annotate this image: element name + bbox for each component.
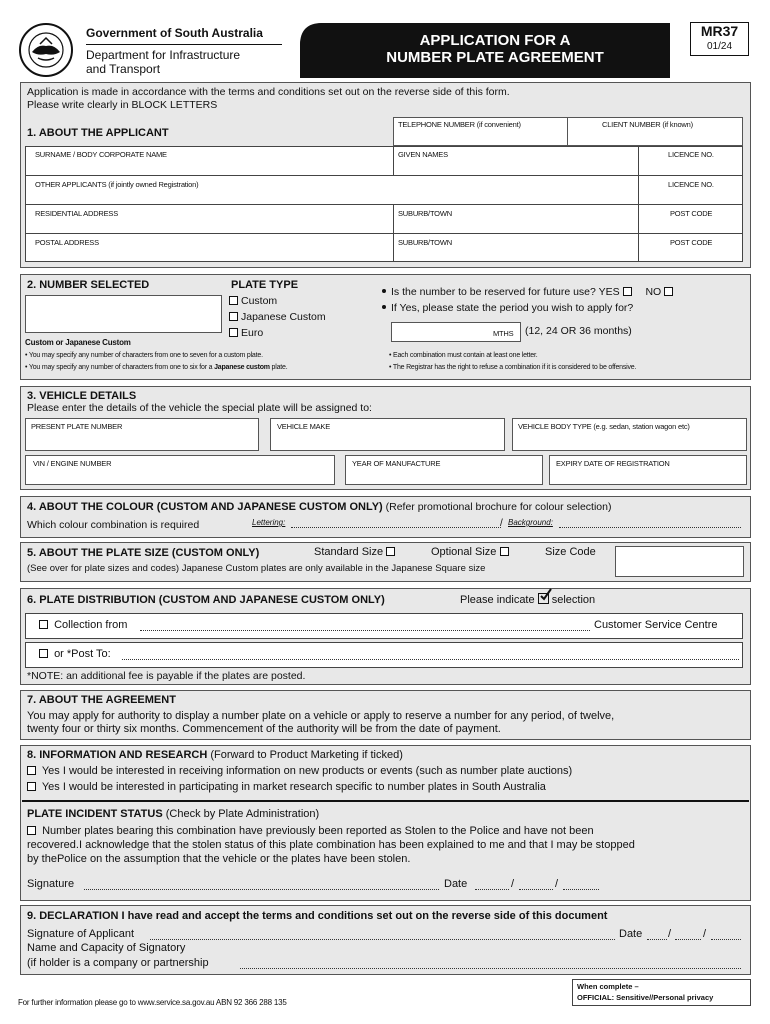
licence-no-label: LICENCE NO. — [668, 150, 714, 159]
section8-heading — [27, 749, 403, 761]
post-input[interactable] — [122, 659, 739, 660]
indicate-text: Please indicate — [460, 594, 535, 606]
standard-size-option[interactable] — [314, 546, 398, 558]
footer-info: For further information please go to www.service.sa.gov.au ABN 92 366 288 135 — [18, 998, 287, 1007]
japanese-custom-label: Japanese Custom — [241, 311, 326, 323]
plate-note-2-post: plate. — [269, 364, 288, 371]
incident-signature-input[interactable] — [84, 889, 439, 890]
plate-type-heading: PLATE TYPE — [231, 279, 299, 291]
intro-line2: Please write clearly in BLOCK LETTERS — [27, 99, 218, 111]
no-checkbox[interactable] — [664, 287, 673, 296]
declaration-date-year[interactable] — [711, 939, 741, 940]
postal-postcode-label: POST CODE — [670, 238, 713, 247]
form-version: 01/24 — [706, 41, 733, 52]
background-input[interactable] — [559, 527, 741, 528]
optional-size-checkbox[interactable] — [500, 547, 509, 556]
post-checkbox[interactable] — [39, 649, 48, 658]
plate-type-euro[interactable] — [229, 327, 263, 339]
applicant-signature-label: Signature of Applicant — [27, 928, 135, 940]
incident-date-label: Date — [444, 878, 468, 890]
incident-line1-text: Number plates bearing this combination have previously been reported as Stolen to the Police and have not been — [42, 825, 594, 837]
section2-heading: 2. NUMBER SELECTED — [27, 279, 150, 291]
government-logo — [18, 22, 74, 78]
lettering-input[interactable] — [291, 527, 501, 528]
postcode-label: POST CODE — [670, 209, 713, 218]
form-title-line2: NUMBER PLATE AGREEMENT — [386, 49, 604, 66]
research-option-2[interactable] — [27, 781, 546, 793]
optional-size-option[interactable] — [431, 546, 512, 558]
plate-note-2-bold: Japanese custom — [214, 364, 270, 371]
plate-note-2: • You may specify any number of characters from one to six for a Japanese custom plate. — [25, 364, 288, 371]
market-research-label: Yes I would be interested in participating in market research specific to number plates in South Australia — [41, 781, 546, 793]
incident-heading — [27, 808, 319, 820]
department-line2: and Transport — [86, 62, 161, 76]
incident-line3: by thePolice on the assumption that the vehicle or the plates have been stolen. — [27, 853, 411, 865]
plate-type-custom[interactable] — [229, 295, 277, 307]
section8-heading-bold: 8. INFORMATION AND RESEARCH — [27, 749, 208, 761]
period-question — [382, 302, 633, 314]
research-option-1[interactable] — [27, 765, 572, 777]
section5-note: (See over for plate sizes and codes) Japanese Custom plates are only available in the Japanese Square size — [27, 563, 486, 574]
stolen-acknowledge-checkbox[interactable] — [27, 826, 36, 835]
vin-label: VIN / ENGINE NUMBER — [33, 459, 112, 468]
collection-input[interactable] — [140, 630, 590, 631]
incident-line2: recovered.I acknowledge that the stolen status of this plate combination has been explained to me and that I may be stopped — [27, 839, 635, 851]
collection-label: Collection from — [54, 619, 128, 631]
post-row — [25, 642, 743, 668]
incident-date-month[interactable] — [519, 889, 553, 890]
section1-heading: 1. ABOUT THE APPLICANT — [27, 127, 169, 139]
form-title-line1: APPLICATION FOR A — [419, 32, 571, 49]
date-slash: / — [703, 928, 707, 940]
plate-note-4: • The Registrar has the right to refuse a combination if it is considered to be offensive. — [389, 364, 637, 371]
number-selected-field[interactable] — [25, 295, 222, 333]
bullet-icon — [382, 305, 386, 309]
future-use-text: Is the number to be reserved for future use? YES — [391, 286, 620, 298]
surname-label: SURNAME / BODY CORPORATE NAME — [35, 150, 167, 159]
plate-note-3: • Each combination must contain at least one letter. — [389, 352, 538, 359]
size-code-label: Size Code — [545, 546, 596, 558]
custom-note-heading: Custom or Japanese Custom — [25, 338, 131, 347]
period-text: If Yes, please state the period you wish to apply for? — [391, 302, 634, 314]
optional-size-label: Optional Size — [431, 546, 497, 558]
classification-label: OFFICIAL: Sensitive//Personal privacy — [577, 993, 714, 1002]
collection-checkbox[interactable] — [39, 620, 48, 629]
incident-heading-bold: PLATE INCIDENT STATUS — [27, 808, 163, 820]
market-research-checkbox[interactable] — [27, 782, 36, 791]
incident-date-year[interactable] — [563, 889, 599, 890]
section3-heading: 3. VEHICLE DETAILS — [27, 390, 137, 402]
declaration-date-month[interactable] — [675, 939, 701, 940]
licence-no-label-2: LICENCE NO. — [668, 180, 714, 189]
residential-address-label: RESIDENTIAL ADDRESS — [35, 209, 119, 218]
section6-instruction — [460, 593, 595, 606]
months-options: (12, 24 OR 36 months) — [525, 325, 632, 337]
postage-note: *NOTE: an additional fee is payable if the plates are posted. — [27, 670, 306, 682]
euro-checkbox[interactable] — [229, 328, 238, 337]
colour-question: Which colour combination is required — [27, 519, 200, 531]
intro-line1: Application is made in accordance with the terms and conditions set out on the reverse side of this form. — [27, 86, 510, 98]
plate-note-4-text: The Registrar has the right to refuse a combination if it is considered to be offensive. — [392, 364, 637, 371]
section7-line2: twenty four or thirty six months. Commencement of the authority will be from the date of payment. — [27, 723, 501, 735]
section8-heading-note: (Forward to Product Marketing if ticked) — [207, 749, 403, 761]
postal-address-label: POSTAL ADDRESS — [35, 238, 99, 247]
post-label: or *Post To: — [54, 648, 111, 660]
date-slash: / — [668, 928, 672, 940]
section7-heading: 7. ABOUT THE AGREEMENT — [27, 694, 176, 706]
plate-note-1-text: You may specify any number of characters from one to seven for a custom plate. — [28, 352, 263, 359]
plate-note-2-pre: You may specify any number of characters from one to six for a — [28, 364, 215, 371]
section4-heading-bold: 4. ABOUT THE COLOUR (CUSTOM AND JAPANESE CUSTOM ONLY) — [27, 501, 383, 513]
post-option[interactable] — [39, 648, 111, 660]
customer-service-label: Customer Service Centre — [594, 619, 718, 631]
declaration-date-label: Date — [619, 928, 643, 940]
bullet-icon — [382, 289, 386, 293]
incident-heading-note: (Check by Plate Administration) — [162, 808, 320, 820]
applicant-signature-input[interactable] — [150, 939, 615, 940]
section6-heading: 6. PLATE DISTRIBUTION (CUSTOM AND JAPANESE CUSTOM ONLY) — [27, 594, 385, 606]
client-number-label: CLIENT NUMBER (if known) — [602, 120, 693, 129]
section4-heading — [27, 501, 611, 513]
custom-checkbox[interactable] — [229, 296, 238, 305]
signatory-name-label: Name and Capacity of Signatory — [27, 942, 186, 954]
no-label: NO — [645, 286, 662, 298]
section5-heading: 5. ABOUT THE PLATE SIZE (CUSTOM ONLY) — [27, 547, 260, 559]
section9-heading: 9. DECLARATION I have read and accept the terms and conditions set out on the reverse side of this document — [27, 910, 608, 922]
other-applicants-label: OTHER APPLICANTS (if jointly owned Registration) — [35, 180, 199, 189]
section3-instruction: Please enter the details of the vehicle the special plate will be assigned to: — [27, 402, 372, 414]
signatory-name-input[interactable] — [240, 968, 741, 969]
vehicle-make-label: VEHICLE MAKE — [277, 422, 331, 431]
japanese-custom-checkbox[interactable] — [229, 312, 238, 321]
plate-type-japanese[interactable] — [229, 311, 326, 323]
incident-line1[interactable] — [27, 825, 594, 837]
plate-note-1: • You may specify any number of characters from one to seven for a custom plate. — [25, 352, 263, 359]
incident-signature-label: Signature — [27, 878, 75, 890]
size-code-field[interactable] — [615, 546, 744, 577]
present-plate-label: PRESENT PLATE NUMBER — [31, 422, 123, 431]
section7-line1: You may apply for authority to display a number plate on a vehicle or apply to reserve a number for any period, of twelve, — [27, 710, 615, 722]
date-slash: / — [511, 878, 515, 890]
given-names-label: GIVEN NAMES — [398, 150, 448, 159]
standard-size-checkbox[interactable] — [386, 547, 395, 556]
product-info-checkbox[interactable] — [27, 766, 36, 775]
euro-label: Euro — [241, 327, 264, 339]
when-complete-label: When complete – — [577, 982, 639, 991]
telephone-label: TELEPHONE NUMBER (if convenient) — [398, 120, 521, 129]
government-name: Government of South Australia — [86, 26, 263, 40]
slash-separator: / — [500, 518, 503, 529]
year-label: YEAR OF MANUFACTURE — [352, 459, 441, 468]
selection-text: selection — [551, 594, 596, 606]
tick-checkbox-icon — [538, 593, 549, 604]
header-rule — [86, 44, 282, 45]
section8-divider — [22, 800, 749, 802]
lettering-label: Lettering: — [252, 518, 286, 527]
standard-size-label: Standard Size — [314, 546, 384, 558]
background-label: Background: — [508, 518, 553, 527]
department-line1: Department for Infrastructure — [86, 48, 241, 62]
plate-note-3-text: Each combination must contain at least one letter. — [393, 352, 538, 359]
date-slash: / — [555, 878, 559, 890]
product-info-label: Yes I would be interested in receiving information on new products or events (such as number plate auctions) — [41, 765, 573, 777]
body-type-label: VEHICLE BODY TYPE (e.g. sedan, station wagon etc) — [518, 422, 690, 431]
section4-heading-note: (Refer promotional brochure for colour selection) — [382, 501, 612, 513]
holder-label: (if holder is a company or partnership — [27, 957, 209, 969]
future-use-question — [382, 286, 676, 298]
declaration-date-day[interactable] — [647, 939, 667, 940]
incident-date-day[interactable] — [475, 889, 509, 890]
collection-option[interactable] — [39, 619, 127, 631]
yes-checkbox[interactable] — [623, 287, 632, 296]
suburb-label: SUBURB/TOWN — [398, 209, 452, 218]
expiry-label: EXPIRY DATE OF REGISTRATION — [556, 459, 670, 468]
mths-label: MTHS — [493, 329, 514, 338]
custom-label: Custom — [241, 295, 278, 307]
form-code: MR37 — [700, 23, 739, 39]
postal-suburb-label: SUBURB/TOWN — [398, 238, 452, 247]
